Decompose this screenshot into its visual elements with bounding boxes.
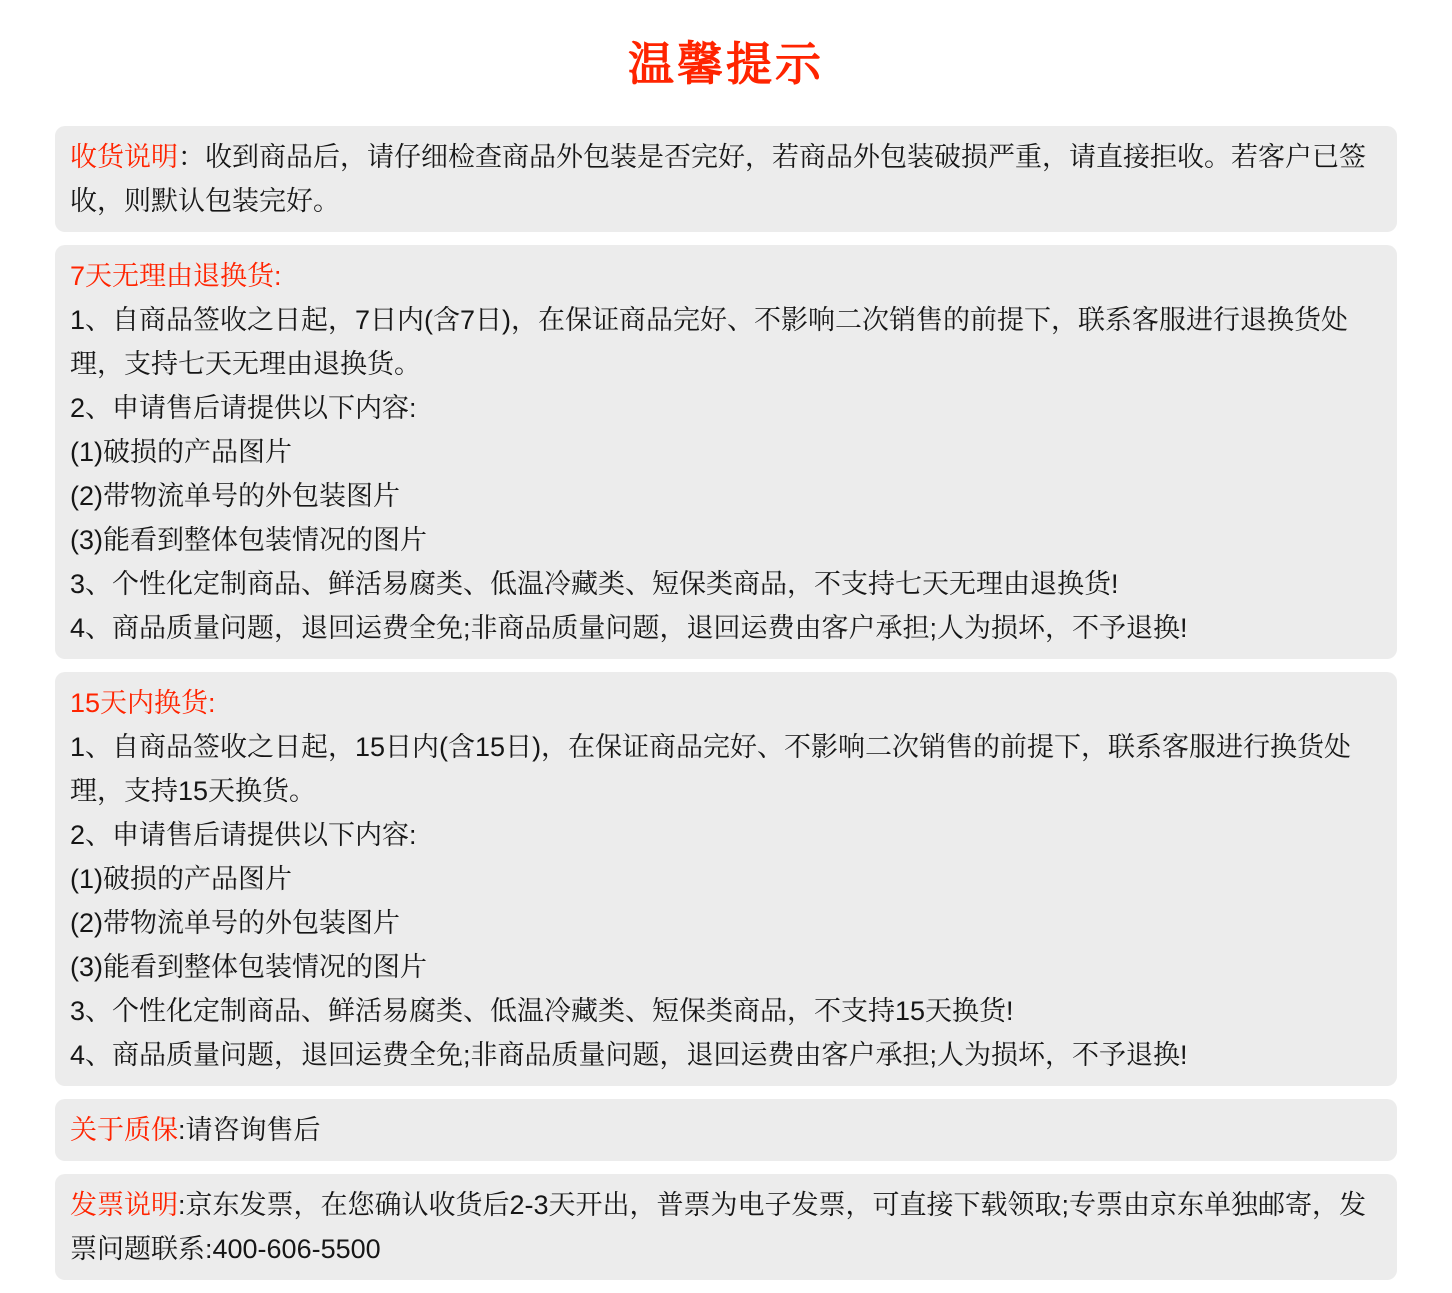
notice-box-invoice [55,1174,1397,1280]
section-label: 收货说明 [70,142,178,172]
section-text: :京东发票，在您确认收货后2-3天开出，普票为电子发票，可直接下载领取;专票由京东单独邮寄，发票问题联系:400-606-5500 [70,1190,1367,1264]
page-title: 温馨提示 [628,38,824,90]
section-text: :请咨询售后 [178,1115,321,1145]
section-label: 15天内换货: [70,688,216,718]
section-line: 4、商品质量问题，退回运费全免;非商品质量问题，退回运费由客户承担;人为损坏，不予退换! [70,1040,1188,1070]
section-line: 2、申请售后请提供以下内容: [70,393,417,423]
section-line: (1)破损的产品图片 [70,437,292,467]
section-line: 4、商品质量问题，退回运费全免;非商品质量问题，退回运费由客户承担;人为损坏，不予退换! [70,613,1188,643]
section-text: ：收到商品后，请仔细检查商品外包装是否完好，若商品外包装破损严重，请直接拒收。若客户已签收，则默认包装完好。 [70,142,1366,216]
section-line: 3、个性化定制商品、鲜活易腐类、低温冷藏类、短保类商品，不支持七天无理由退换货! [70,569,1119,599]
section-label: 关于质保 [70,1115,178,1145]
section-line: (3)能看到整体包装情况的图片 [70,952,427,982]
notice-box-shipping-notice [55,126,1397,232]
notice-sections [0,126,1452,1280]
section-line: (3)能看到整体包装情况的图片 [70,525,427,555]
section-heading-line [70,135,1382,223]
section-line: (1)破损的产品图片 [70,864,292,894]
section-line: 1、自商品签收之日起，7日内(含7日)，在保证商品完好、不影响二次销售的前提下，联系客服进行退换货处理，支持七天无理由退换货。 [70,305,1349,379]
notice-box-fifteen-day-exchange [55,672,1397,1086]
section-label: 发票说明 [70,1190,178,1220]
section-line: (2)带物流单号的外包装图片 [70,481,400,511]
section-heading-line [70,1108,1382,1152]
section-line: (2)带物流单号的外包装图片 [70,908,400,938]
section-line: 3、个性化定制商品、鲜活易腐类、低温冷藏类、短保类商品，不支持15天换货! [70,996,1014,1026]
section-heading-line [70,681,1382,725]
section-line: 1、自商品签收之日起，15日内(含15日)，在保证商品完好、不影响二次销售的前提下，联系客服进行换货处理，支持15天换货。 [70,732,1352,806]
section-label: 7天无理由退换货: [70,261,282,291]
section-heading-line [70,1183,1382,1271]
notice-box-warranty [55,1099,1397,1161]
notice-box-seven-day-return [55,245,1397,659]
section-line: 2、申请售后请提供以下内容: [70,820,417,850]
section-heading-line [70,254,1382,298]
